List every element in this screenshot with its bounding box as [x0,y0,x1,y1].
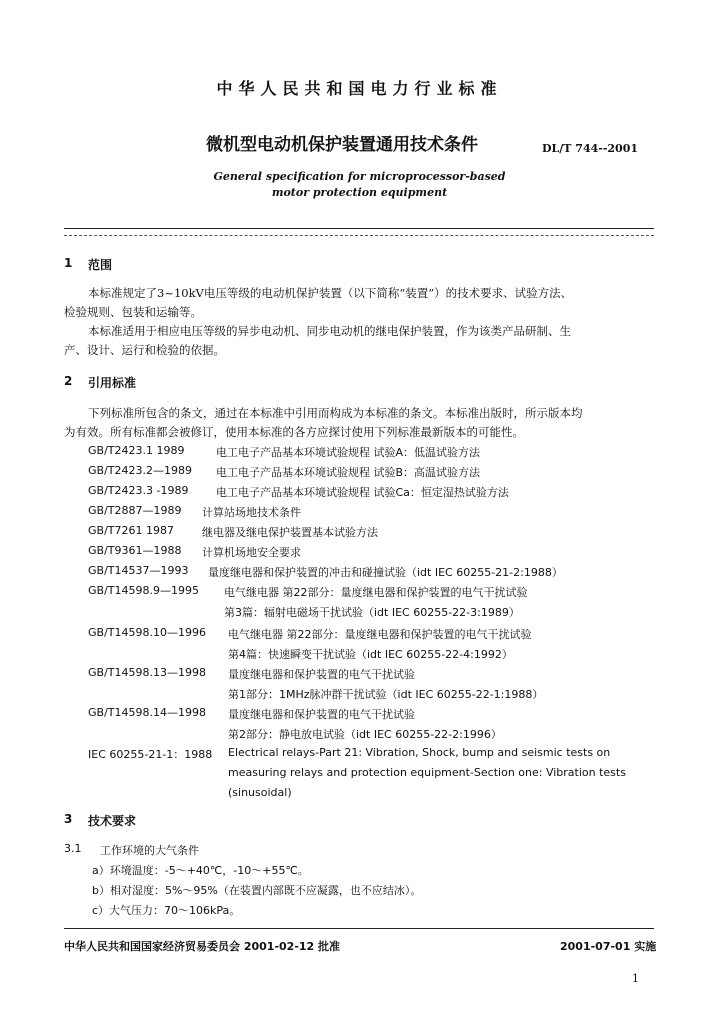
iec-ref-code: IEC 60255-21-1：1988 [88,748,213,761]
ref-item-code: GB/T2423.2—1989 [88,464,192,477]
header-divider-secondary [64,235,654,236]
page-number: 1 [632,972,639,985]
iec-ref-line-1: Electrical relays-Part 21: Vibration, Shock, bump and seismic tests on [228,746,611,759]
refs-intro-line-2: 为有效。所有标准都会被修订，使用本标准的各方应探讨使用下列标准最新版本的可能性。 [64,425,524,439]
section-2-heading: 引用标准 [88,376,137,390]
condition-item-c: c）大气压力：70～106kPa。 [92,904,241,917]
ref-item-title: 电气继电器 第22部分：量度继电器和保护装置的电气干扰试验 [228,628,532,641]
iec-ref-line-3: (sinusoidal) [228,786,292,799]
ref-item-code: GB/T9361—1988 [88,544,182,557]
scope-paragraph-2-line-1: 本标准适用于相应电压等级的异步电动机、同步电动机的继电保护装置，作为该类产品研制、生 [88,324,571,338]
section-3-number: 3 [64,812,73,826]
scope-paragraph-1-line-2: 检验规则、包装和运输等。 [64,305,202,319]
standard-code: DL/T 744--2001 [542,142,639,155]
document-title: 微机型电动机保护装置通用技术条件 [206,135,478,155]
ref-item-code: GB/T14598.14—1998 [88,706,206,719]
scope-paragraph-1-line-1: 本标准规定了3~10kV电压等级的电动机保护装置（以下简称“装置”）的技术要求、试验方法、 [88,286,573,300]
section-1-number: 1 [64,256,73,270]
ref-item-code: GB/T14537—1993 [88,564,189,577]
refs-intro-line-1: 下列标准所包含的条文，通过在本标准中引用而构成为本标准的条文。本标准出版时，所示版本均 [88,406,583,420]
ref-item-title: 量度继电器和保护装置的冲击和碰撞试验（idt IEC 60255-21-2:1988） [208,566,563,579]
section-1-heading: 范围 [88,258,113,272]
ref-item-title: 计算站场地技术条件 [202,506,301,519]
ref-item-code: GB/T2423.1 1989 [88,444,185,457]
subsection-3-1-number: 3.1 [64,842,82,855]
ref-item-title: 电工电子产品基本环境试验规程 试验A：低温试验方法 [216,446,481,459]
ref-item-title: 电工电子产品基本环境试验规程 试验B：高温试验方法 [216,466,481,479]
footer-divider [64,928,654,929]
ref-item-title: 继电器及继电保护装置基本试验方法 [202,526,378,539]
ref-item-title: 计算机场地安全要求 [202,546,301,559]
header-divider [64,228,654,229]
condition-item-a: a）环境温度：-5～+40℃，-10～+55℃。 [92,864,309,877]
ref-item-continuation: 第3篇：辐射电磁场干扰试验（idt IEC 60255-22-3:1989） [224,606,520,619]
ref-item-title: 电气继电器 第22部分：量度继电器和保护装置的电气干扰试验 [224,586,528,599]
ref-item-code: GB/T14598.9—1995 [88,584,199,597]
ref-item-title: 电工电子产品基本环境试验规程 试验Ca：恒定湿热试验方法 [216,486,509,499]
implementation-date: 2001-07-01 实施 [560,940,657,953]
ref-item-continuation: 第4篇：快速瞬变干扰试验（idt IEC 60255-22-4:1992） [228,648,513,661]
approval-statement: 中华人民共和国国家经济贸易委员会 2001-02-12 批准 [64,940,341,953]
section-2-number: 2 [64,374,73,388]
ref-item-title: 量度继电器和保护装置的电气干扰试验 [228,708,415,721]
condition-item-b: b）相对湿度：5%～95%（在装置内部既不应凝露，也不应结冰）。 [92,884,422,897]
ref-item-code: GB/T14598.13—1998 [88,666,206,679]
ref-item-code: GB/T7261 1987 [88,524,174,537]
subsection-3-1-heading: 工作环境的大气条件 [100,844,199,857]
ref-item-title: 量度继电器和保护装置的电气干扰试验 [228,668,415,681]
iec-ref-line-2: measuring relays and protection equipment-Section one: Vibration tests [228,766,626,779]
standard-category-header: 中华人民共和国电力行业标准 [216,79,503,98]
english-title-line-2: motor protection equipment [271,186,448,199]
ref-item-code: GB/T2423.3 -1989 [88,484,189,497]
ref-item-code: GB/T2887—1989 [88,504,182,517]
ref-item-continuation: 第2部分：静电放电试验（idt IEC 60255-22-2:1996） [228,728,502,741]
ref-item-code: GB/T14598.10—1996 [88,626,206,639]
ref-item-continuation: 第1部分：1MHz脉冲群干扰试验（idt IEC 60255-22-1:1988） [228,688,544,701]
english-title-line-1: General specification for microprocessor-based [213,170,506,183]
section-3-heading: 技术要求 [88,814,137,828]
scope-paragraph-2-line-2: 产、设计、运行和检验的依据。 [64,343,225,357]
